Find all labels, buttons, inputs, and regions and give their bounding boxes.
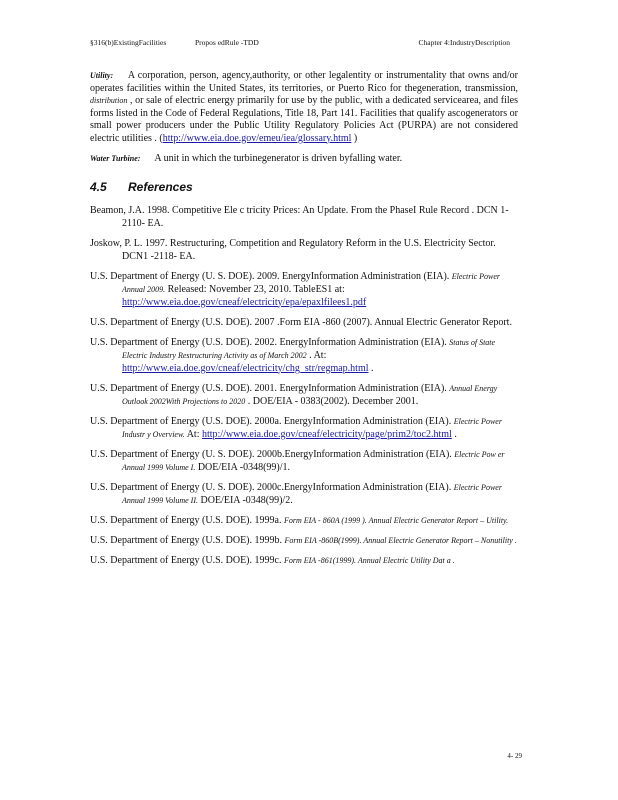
term-utility: Utility:	[90, 71, 114, 80]
reference-title: Electric Pow er Annual 1999 Volume I.	[122, 449, 505, 472]
section-heading	[90, 180, 518, 194]
reference-text: U.S. Department of Energy (U.S. DOE). 2007 .Form EIA -860 (2007). Annual Electric Generator Report.	[90, 316, 512, 328]
header-right: Chapter 4:IndustryDescription	[418, 38, 510, 47]
reference-text: .	[454, 428, 457, 440]
reference-entry	[90, 448, 518, 474]
reference-text: . At:	[309, 349, 327, 361]
reference-title: Electric Power Annual 1999 Volume II.	[122, 482, 502, 505]
reference-title: Annual Energy Outlook 2002With Projections to 2020	[122, 383, 498, 406]
reference-title: Form EIA -860B(1999). Annual Electric Generator Report – Nonutility .	[284, 535, 517, 545]
reference-text: U.S. Department of Energy (U.S. DOE). 2000a. EnergyInformation Administration (EIA).	[90, 415, 452, 427]
reference-link[interactable]: http://www.eia.doe.gov/cneaf/electricity/page/prim2/toc2.html	[201, 428, 452, 440]
reference-text: .	[371, 362, 374, 374]
reference-text: U.S. Department of Energy (U.S. DOE). 2002. EnergyInformation Administration (EIA).	[90, 336, 447, 348]
reference-text: Beamon, J.A. 1998. Competitive Ele c tricity Prices: An Update. From the PhaseI Rule Record . DCN 1-2110- EA.	[90, 204, 509, 229]
header-left: §316(b)ExistingFacilities	[90, 38, 167, 47]
reference-text: . DOE/EIA - 0383(2002). December 2001.	[247, 395, 419, 407]
reference-text: U.S. Department of Energy (U. S. DOE). 2009. EnergyInformation Administration (EIA).	[90, 270, 450, 282]
section-title: References	[128, 179, 193, 194]
section-number: 4.5	[90, 179, 107, 194]
reference-link[interactable]: http://www.eia.doe.gov/cneaf/electricity/epa/epaxlfilees1.pdf	[122, 296, 367, 308]
reference-entry	[90, 415, 518, 441]
page-number: 4- 29	[507, 752, 522, 760]
reference-title: Form EIA - 860A (1999 ). Annual Electric Generator Report – Utility.	[283, 515, 509, 525]
reference-text: DOE/EIA -0348(99)/2.	[200, 494, 293, 506]
reference-title: Status of State Electric Industry Restructuring Activity as of March 2002	[122, 337, 496, 360]
reference-entry	[90, 382, 518, 408]
reference-text: Joskow, P. L. 1997. Restructuring, Competition and Regulatory Reform in the U.S. Electricity Sector. DCN1 -2118- EA.	[90, 237, 496, 262]
reference-entry	[90, 204, 518, 230]
term-water-turbine: Water Turbine:	[90, 154, 141, 163]
definition-utility: Utility: A corporation, person, agency,authority, or other legalentity or instrumentality that owns and/or operates facilities within the United States, its territories, or Puerto Rico for thegeneration, transmission, distribution , or sale of electric energy primarily for use by the public, with a dedicated servicearea, and files forms listed in the Code of Federal Regulations, Title 18, Part 141. Facilities that qualify ascogenerators or small power producers under the Public Utility Regulatory Policies Act (PURPA) are not considered electric utilities . (http://www.eia.doe.gov/emeu/iea/glossary.html )	[90, 70, 518, 144]
definition-water-turbine: Water Turbine: A unit in which the turbinegenerator is driven byfalling water.	[90, 153, 403, 164]
reference-title: Electric Power Annual 2009.	[122, 271, 501, 294]
page-content	[90, 70, 518, 574]
reference-entry	[90, 481, 518, 507]
reference-entry	[90, 270, 518, 309]
reference-text: Released: November 23, 2010. TableES1 at:	[167, 283, 345, 295]
reference-text: U.S. Department of Energy (U. S. DOE). 2000c.EnergyInformation Administration (EIA).	[90, 481, 452, 493]
reference-text: DOE/EIA -0348(99)/1.	[197, 461, 291, 473]
glossary-link[interactable]: http://www.eia.doe.gov/emeu/iea/glossary.html	[162, 132, 352, 144]
reference-text: U.S. Department of Energy (U.S. DOE). 2001. EnergyInformation Administration (EIA).	[90, 382, 447, 394]
reference-link[interactable]: http://www.eia.doe.gov/cneaf/electricity/chg_str/regmap.html	[122, 362, 369, 374]
reference-text: U.S. Department of Energy (U.S. DOE). 1999c.	[90, 554, 282, 566]
reference-entry	[90, 514, 518, 527]
reference-text: U.S. Department of Energy (U.S. DOE). 1999b.	[90, 534, 283, 546]
reference-entry	[90, 534, 518, 547]
reference-entry	[90, 554, 518, 567]
reference-text: U.S. Department of Energy (U. S. DOE). 2000b.EnergyInformation Administration (EIA).	[90, 448, 452, 460]
reference-entry	[90, 316, 518, 329]
reference-text: U.S. Department of Energy (U.S. DOE). 1999a.	[90, 514, 282, 526]
reference-title: Electric Power Industr y Overview.	[122, 416, 502, 439]
reference-entry	[90, 336, 518, 375]
page-header	[90, 38, 510, 47]
reference-entry	[90, 237, 518, 263]
header-mid: Propos edRule -TDD	[195, 38, 259, 47]
reference-list	[90, 204, 518, 567]
reference-title: Form EIA -861(1999). Annual Electric Utility Dat a .	[283, 555, 455, 565]
reference-text: At:	[186, 428, 200, 440]
